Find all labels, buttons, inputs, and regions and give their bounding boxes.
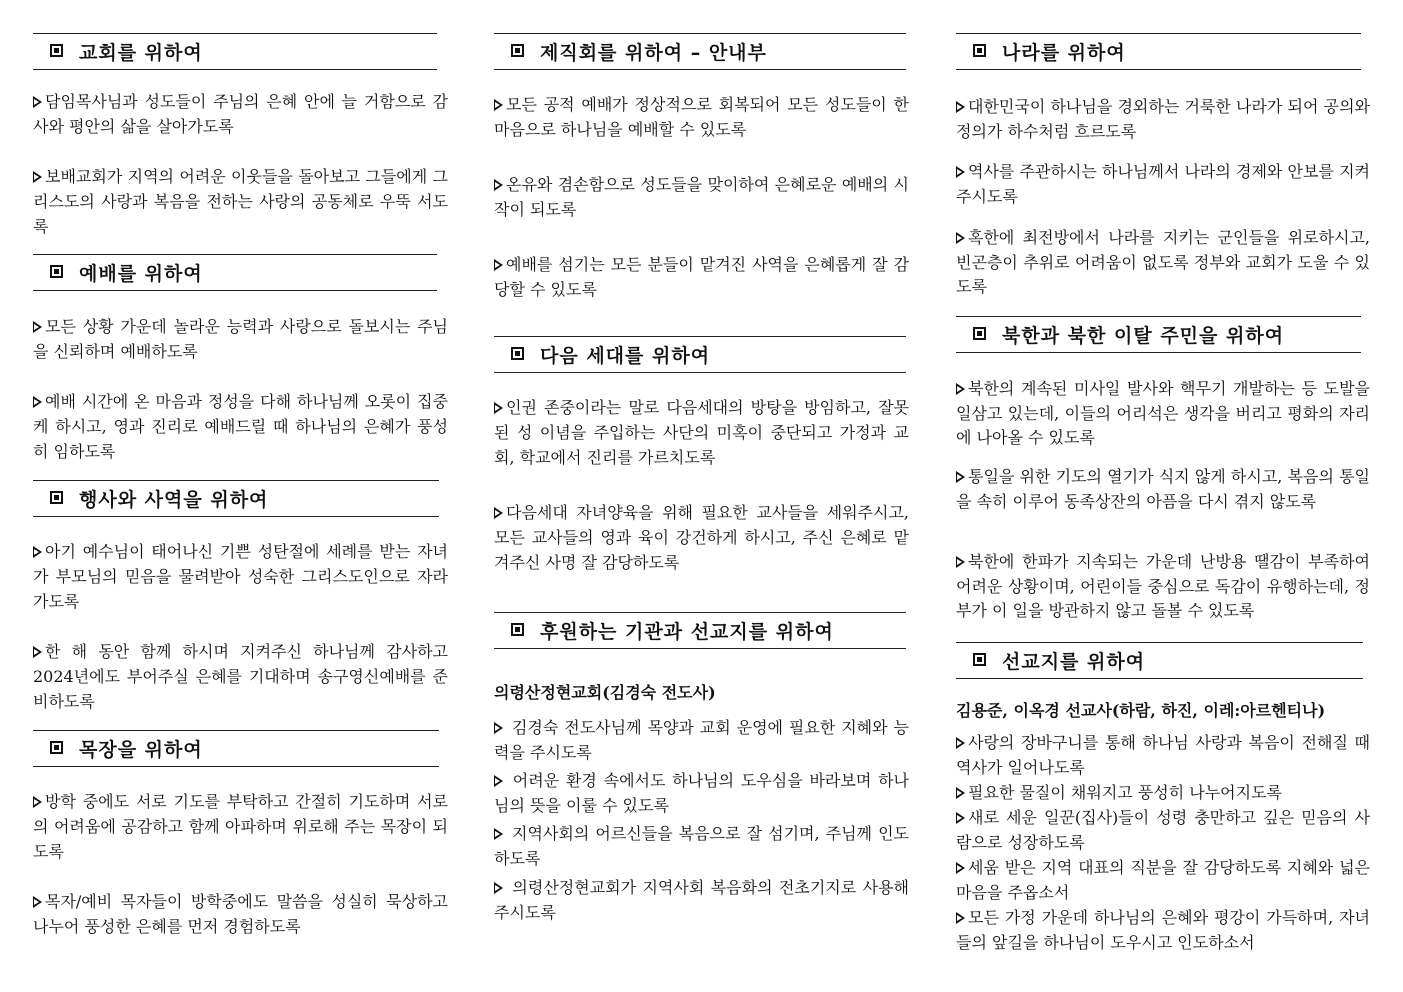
section-title: 선교지를 위하여 [1002,651,1146,673]
section-worship [33,254,448,291]
prayer-item: 새로 세운 일꾼(집사)들이 성령 충만하고 깊은 믿음의 사람으로 성장하도록 [956,808,1370,852]
triangle-bullet-icon [33,171,42,183]
prayer-item: 혹한에 최전방에서 나라를 지키는 군인들을 위로하시고, 빈곤층이 추위로 어려움이 없도록 정부와 교회가 도울 수 있도록 [956,228,1370,296]
section-title: 예배를 위하여 [79,263,203,285]
square-bullet-icon [50,265,63,278]
prayer-item: 지역사회의 어르신들을 복음으로 잘 섬기며, 주님께 인도하도록 [494,824,909,868]
square-bullet-icon [511,347,524,360]
section-mission [956,642,1370,679]
section-header [33,480,439,517]
prayer-item: 모든 공적 예배가 정상적으로 회복되어 모든 성도들이 한마음으로 하나님을 예배할 수 있도록 [494,95,909,139]
section-title: 제직회를 위하여 – 안내부 [540,42,767,64]
section-church [33,33,448,70]
section-events [33,480,448,517]
prayer-item: 김경숙 전도사님께 목양과 교회 운영에 필요한 지혜와 능력을 주시도록 [494,718,909,762]
section-title: 행사와 사역을 위하여 [79,489,269,511]
triangle-bullet-icon [956,787,965,799]
prayer-item: 한 해 동안 함께 하시며 지켜주신 하나님께 감사하고 2024년에도 부어주실 은혜를 기대하며 송구영신예배를 준비하도록 [33,642,448,711]
section-title: 목장을 위하여 [79,739,203,761]
triangle-bullet-icon [494,775,503,787]
section-title: 북한과 북한 이탈 주민을 위하여 [1002,325,1285,347]
prayer-item: 예배 시간에 온 마음과 정성을 다해 하나님께 오롯이 집중케 하시고, 영과 진리로 예배드릴 때 하나님의 은혜가 풍성히 임하도록 [33,392,448,461]
triangle-bullet-icon [33,546,42,558]
section-header [494,33,906,70]
triangle-bullet-icon [33,896,42,908]
triangle-bullet-icon [33,96,42,108]
prayer-item: 모든 상황 가운데 놀라운 능력과 사랑으로 돌보시는 주님을 신뢰하며 예배하도록 [33,317,448,361]
section-header [956,33,1361,70]
square-bullet-icon [973,44,986,57]
section-header [33,33,437,70]
prayer-item: 대한민국이 하나님을 경외하는 거룩한 나라가 되어 공의와 정의가 하수처럼 흐르도록 [956,97,1370,141]
triangle-bullet-icon [956,912,965,924]
prayer-item: 아기 예수님이 태어나신 기쁜 성탄절에 세례를 받는 자녀가 부모님의 믿음을 물려받아 성숙한 그리스도인으로 자라가도록 [33,542,448,611]
triangle-bullet-icon [494,828,503,840]
prayer-item: 보배교회가 지역의 어려운 이웃들을 돌아보고 그들에게 그리스도의 사랑과 복음을 전하는 사랑의 공동체로 우뚝 서도록 [33,167,448,236]
prayer-item: 온유와 겸손함으로 성도들을 맞이하여 은혜로운 예배의 시작이 되도록 [494,175,909,219]
section-header [33,254,437,291]
triangle-bullet-icon [494,179,503,191]
section-header [33,730,439,767]
prayer-item: 다음세대 자녀양육을 위해 필요한 교사들을 세워주시고, 모든 교사들의 영과 육이 강건하게 하시고, 주신 은혜로 맡겨주신 사명 잘 감당하도록 [494,503,909,572]
section-header [956,642,1363,679]
section-title: 후원하는 기관과 선교지를 위하여 [540,621,834,643]
triangle-bullet-icon [494,722,503,734]
prayer-item: 예배를 섬기는 모든 분들이 맡겨진 사역을 은혜롭게 잘 감당할 수 있도록 [494,255,909,299]
section-header [494,336,906,373]
prayer-item: 사랑의 장바구니를 통해 하나님 사랑과 복음이 전해질 때 역사가 일어나도록 [956,733,1370,777]
square-bullet-icon [973,327,986,340]
square-bullet-icon [50,741,63,754]
section-deacons [494,33,909,70]
section-title: 나라를 위하여 [1002,42,1126,64]
triangle-bullet-icon [956,166,965,178]
triangle-bullet-icon [956,862,965,874]
prayer-item: 담임목사님과 성도들이 주님의 은혜 안에 늘 거함으로 감사와 평안의 삶을 살아가도록 [33,92,448,136]
prayer-item: 역사를 주관하시는 하나님께서 나라의 경제와 안보를 지켜주시도록 [956,162,1370,206]
prayer-item: 의령산정현교회가 지역사회 복음화의 전초기지로 사용해 주시도록 [494,878,909,922]
square-bullet-icon [511,44,524,57]
prayer-item: 필요한 물질이 채워지고 풍성히 나누어지도록 [956,781,1370,806]
section-nation [956,33,1370,70]
section-support [494,612,909,649]
triangle-bullet-icon [494,402,503,414]
prayer-item: 북한에 한파가 지속되는 가운데 난방용 땔감이 부족하여 어려운 상황이며, 어린이들 중심으로 독감이 유행하는데, 정부가 이 일을 방관하지 않고 돌볼 수 있도록 [956,552,1370,620]
supported-church-name: 의령산정현교회(김경숙 전도사) [494,683,716,702]
triangle-bullet-icon [956,471,965,483]
triangle-bullet-icon [956,101,965,113]
triangle-bullet-icon [494,882,503,894]
section-header [956,316,1361,353]
triangle-bullet-icon [33,396,42,408]
triangle-bullet-icon [33,646,42,658]
square-bullet-icon [511,623,524,636]
prayer-item: 목자/예비 목자들이 방학중에도 말씀을 성실히 묵상하고 나누어 풍성한 은혜를 먼저 경험하도록 [33,892,448,936]
prayer-item: 모든 가정 가운데 하나님의 은혜와 평강이 가득하며, 자녀들의 앞길을 하나님이 도우시고 인도하소서 [956,908,1370,952]
triangle-bullet-icon [33,321,42,333]
section-northkorea [956,316,1370,353]
missionary-name: 김용준, 이옥경 선교사(하람, 하진, 이레:아르헨티나) [956,701,1326,720]
triangle-bullet-icon [956,383,965,395]
square-bullet-icon [973,653,986,666]
triangle-bullet-icon [956,232,965,244]
triangle-bullet-icon [956,737,965,749]
triangle-bullet-icon [956,556,965,568]
prayer-item: 북한의 계속된 미사일 발사와 핵무기 개발하는 등 도발을 일삼고 있는데, 이들의 어리석은 생각을 버리고 평화의 자리에 나아올 수 있도록 [956,379,1370,447]
triangle-bullet-icon [494,507,503,519]
prayer-item: 방학 중에도 서로 기도를 부탁하고 간절히 기도하며 서로의 어려움에 공감하고 함께 아파하며 위로해 주는 목장이 되도록 [33,792,448,861]
triangle-bullet-icon [33,796,42,808]
section-header [494,612,906,649]
square-bullet-icon [50,44,63,57]
section-title: 교회를 위하여 [79,42,203,64]
section-pastoral [33,730,448,767]
section-nextgen [494,336,909,373]
triangle-bullet-icon [494,99,503,111]
prayer-item: 어려운 환경 속에서도 하나님의 도우심을 바라보며 하나님의 뜻을 이룰 수 있도록 [494,771,909,815]
square-bullet-icon [50,491,63,504]
prayer-item: 인권 존중이라는 말로 다음세대의 방탕을 방임하고, 잘못된 성 이념을 주입하는 사단의 미혹이 중단되고 가정과 교회, 학교에서 진리를 가르치도록 [494,398,909,467]
prayer-item: 세움 받은 지역 대표의 직분을 잘 감당하도록 지혜와 넓은 마음을 주옵소서 [956,858,1370,902]
triangle-bullet-icon [956,812,965,824]
triangle-bullet-icon [494,259,503,271]
prayer-item: 통일을 위한 기도의 열기가 식지 않게 하시고, 복음의 통일을 속히 이루어 동족상잔의 아픔을 다시 겪지 않도록 [956,467,1370,511]
section-title: 다음 세대를 위하여 [540,345,711,367]
